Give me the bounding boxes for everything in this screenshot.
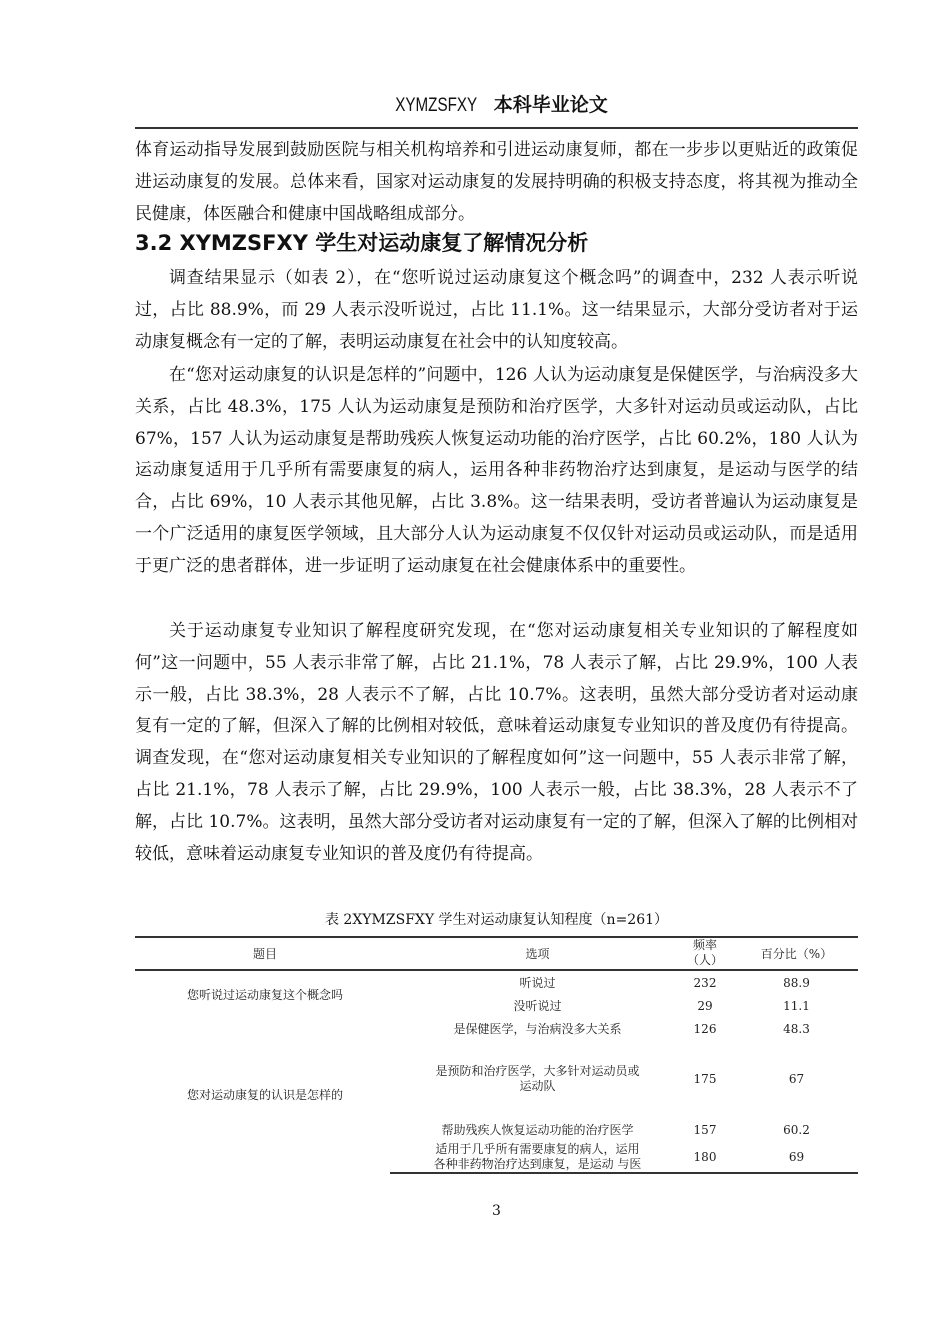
- header-school-code: XYMZSFXY: [395, 95, 478, 116]
- header-percent: 百分比（%）: [760, 947, 833, 961]
- header-title: 本科毕业论文: [493, 94, 608, 116]
- table-top-rule: [135, 936, 858, 938]
- table-bottom-rule: [390, 1172, 858, 1174]
- paragraph-professional-knowledge: 关于运动康复专业知识了解程度研究发现，在“您对运动康复相关专业知识的了解程度如何”这一问题中，55 人表示非常了解，占比 21.1%，78 人表示了解，占比 29.9%，100 人表示一般，占比 38.3%，28 人表示不了解，占比 10.7%。这表明，虽然大部分受访者对运动康复有一定的了解，但深入了解的比例相对较低，意味着运动康复专业知识的普及度仍有待提高。调查发现，在“您对运动康复相关专业知识的了解程度如何”这一问题中，55 人表示非常了解，占比 21.1%，78 人表示了解，占比 29.9%，100 人表示一般，占比 38.3%，28 人表示不了解，占比 10.7%。这表明，虽然大部分受访者对运动康复有一定的了解，但深入了解的比例相对较低，意味着运动康复专业知识的普及度仍有待提高。: [135, 621, 858, 864]
- header-option: 选项: [525, 947, 550, 961]
- section-heading: 3.2 XYMZSFXY 学生对运动康复了解情况分析: [135, 231, 589, 255]
- header-question: 题目: [252, 947, 277, 961]
- table-question-cell: 您听说过运动康复这个概念吗: [186, 988, 343, 1002]
- page-header: [135, 92, 858, 119]
- paragraph-concept-awareness: 调查结果显示（如表 2），在“您听说过运动康复这个概念吗”的调查中，232 人表示听说过，占比 88.9%，而 29 人表示没听说过，占比 11.1%。这一结果显示，大部分受访者对于运动康复概念有一定的了解，表明运动康复在社会中的认知度较高。: [135, 268, 858, 352]
- header-frequency: 频率 （人）: [686, 938, 723, 967]
- table-caption: 表 2XYMZSFXY 学生对运动康复认知程度（n=261）: [324, 912, 669, 928]
- table-header-rule: [135, 969, 858, 971]
- paragraph-understanding: 在“您对运动康复的认识是怎样的”问题中，126 人认为运动康复是保健医学，与治病没多大关系，占比 48.3%，175 人认为运动康复是预防和治疗医学，大多针对运动员或运动队，占比 67%，157 人认为运动康复是帮助残疾人恢复运动功能的治疗医学，占比 60.2%，180 人认为运动康复适用于几乎所有需要康复的病人，运用各种非药物治疗达到康复，是运动与医学的结合，占比 69%，10 人表示其他见解，占比 3.8%。这一结果表明，受访者普遍认为运动康复是一个广泛适用的康复医学领域，且大部分人认为运动康复不仅仅针对运动员或运动队，而是适用于更广泛的患者群体，进一步证明了运动康复在社会健康体系中的重要性。: [135, 365, 858, 576]
- header-rule: [135, 127, 858, 129]
- page-number: 3: [492, 1203, 501, 1219]
- table-question-cell: 您对运动康复的认识是怎样的: [186, 1088, 343, 1102]
- paragraph-policy-summary: 体育运动指导发展到鼓励医院与相关机构培养和引进运动康复师，都在一步步以更贴近的政策促进运动康复的发展。总体来看，国家对运动康复的发展持明确的积极支持态度，将其视为推动全民健康，体医融合和健康中国战略组成部分。: [135, 140, 858, 224]
